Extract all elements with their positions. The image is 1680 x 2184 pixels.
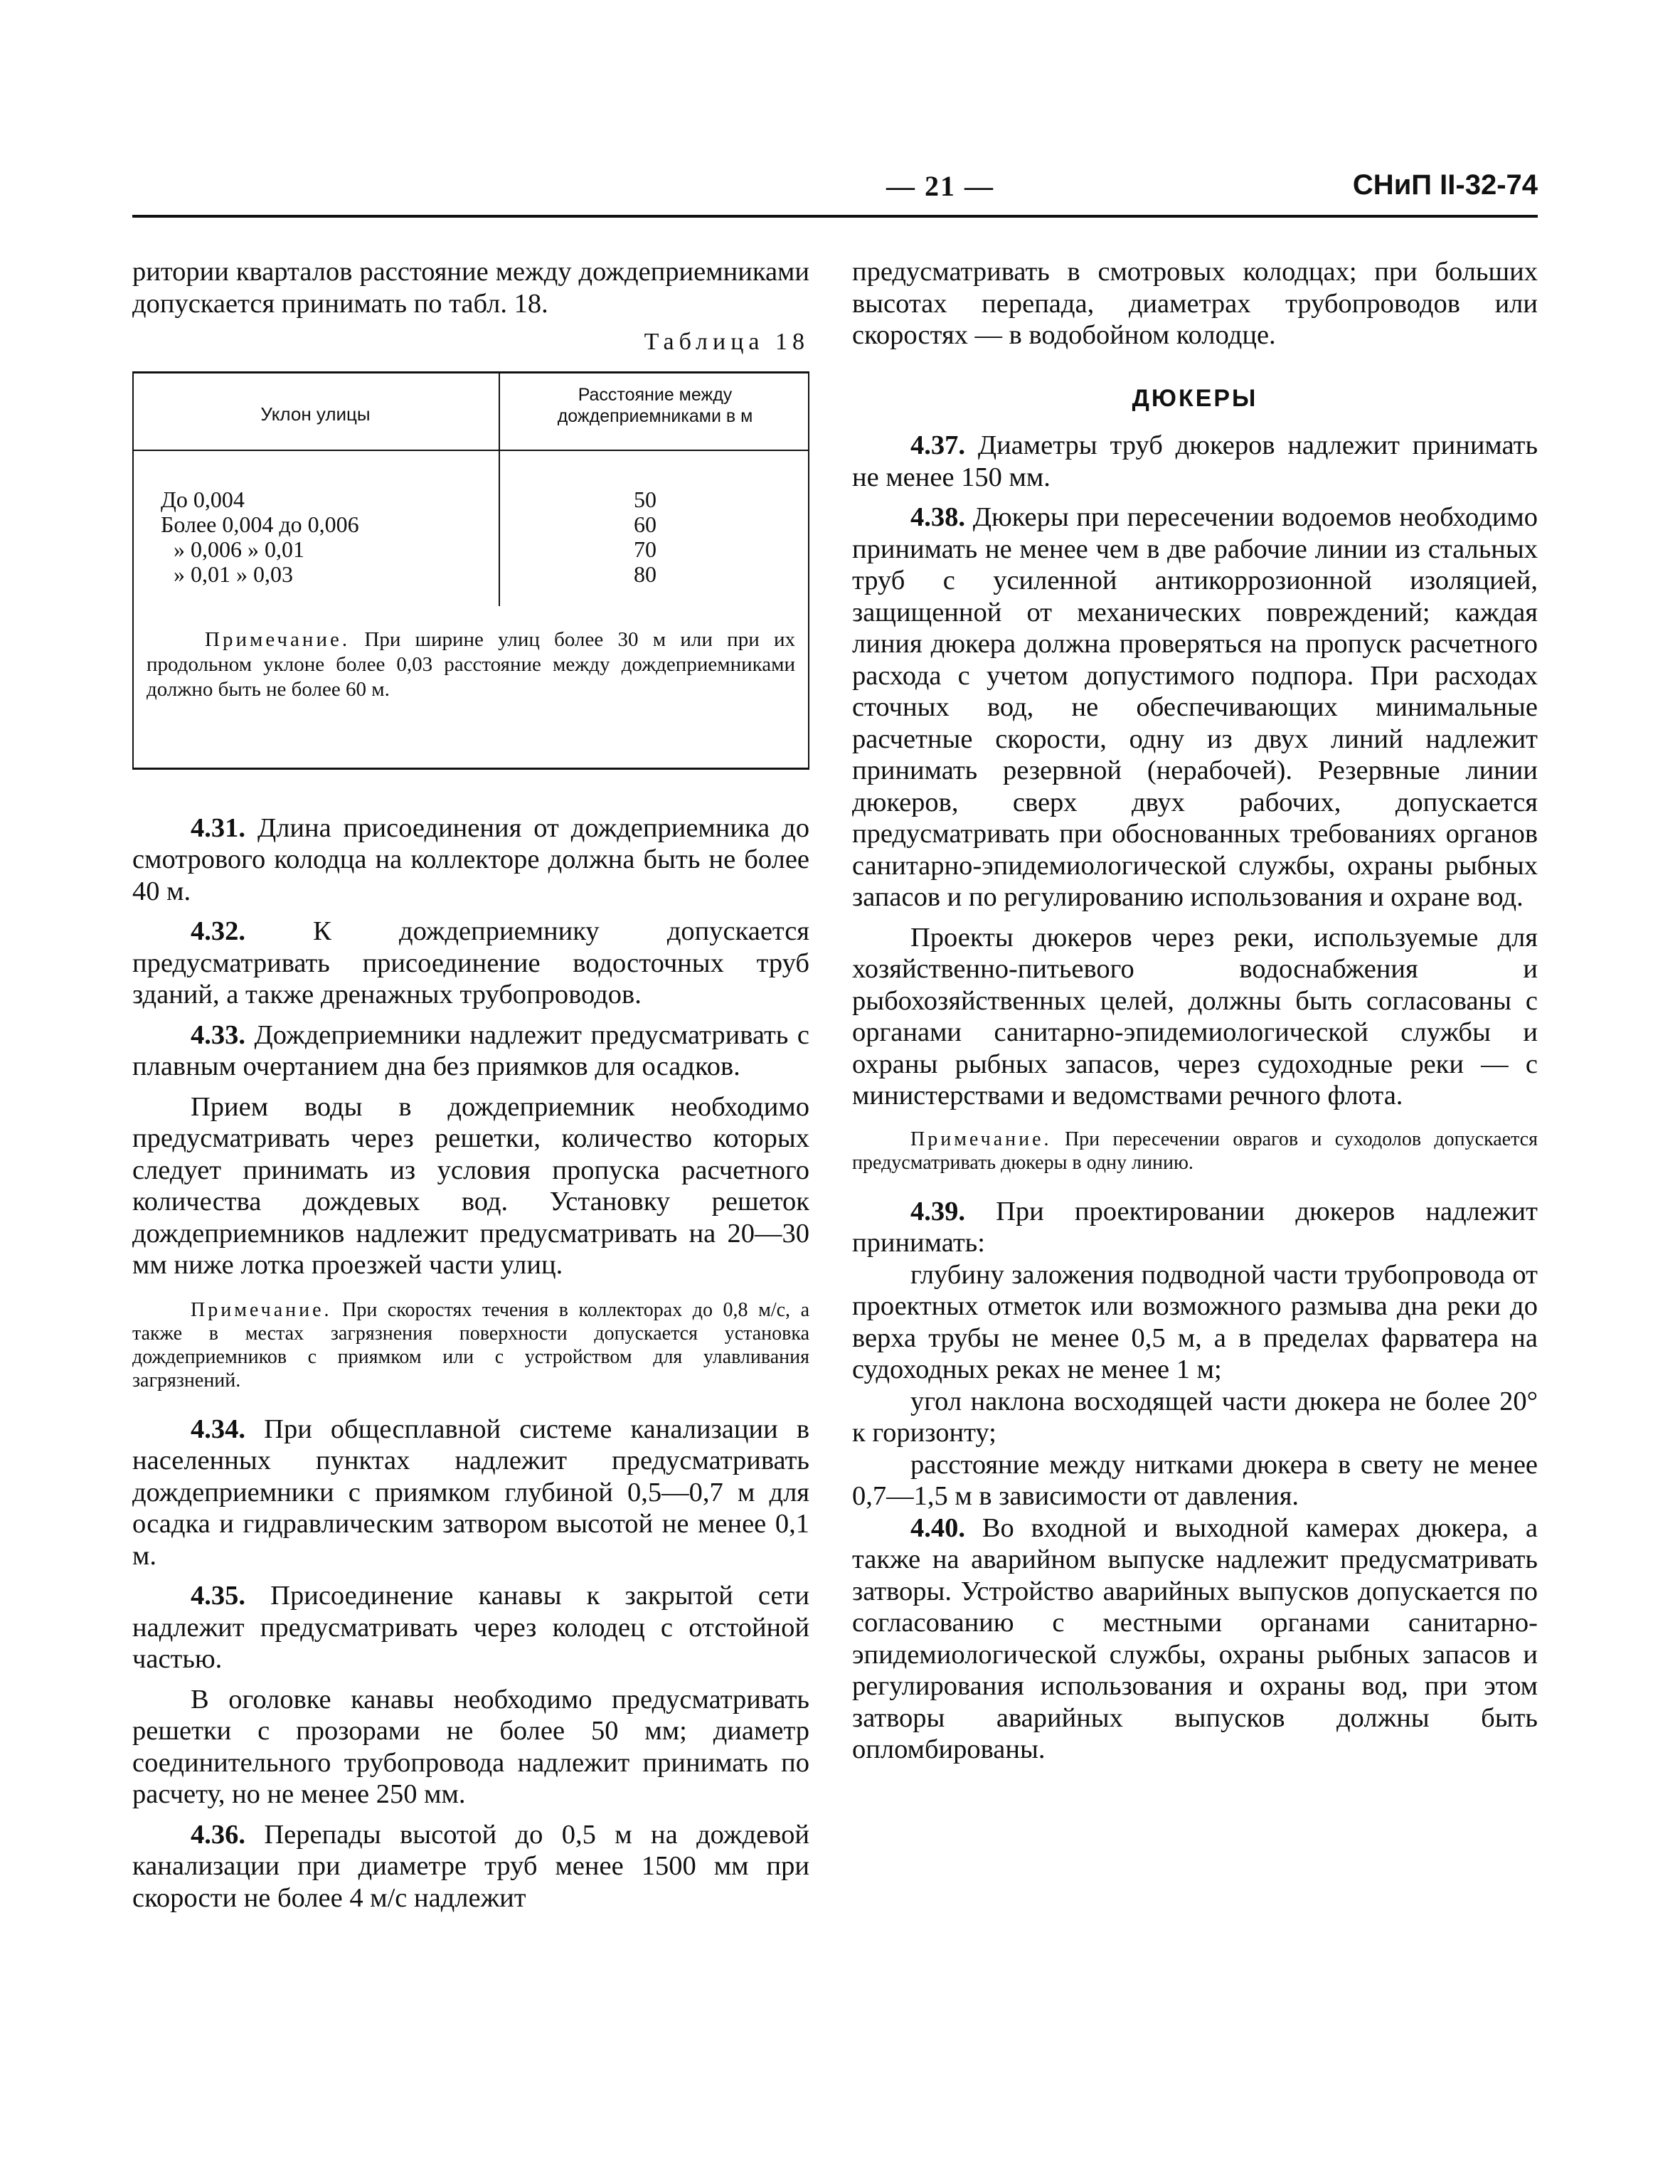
table-cell-slope: До 0,004 [161,486,245,512]
clause-number: 4.38. [910,502,965,532]
clause-number: 4.35. [191,1581,245,1611]
paragraph-4-40 [852,1512,1538,1766]
note-label: Примечание. [191,1298,332,1321]
header-rule [132,215,1538,218]
clause-text: К дождеприемнику допускается предусматривать присоединение водосточных труб зданий, а также дренажных трубопроводов. [132,916,809,1009]
clause-number: 4.32. [191,916,245,946]
paragraph-4-36 [132,1819,809,1914]
table-header-slope: Уклон улицы [260,403,371,425]
table-note-text: При ширине улиц более 30 м или при их продольном уклоне более 0,03 расстояние между дождеприемниками должно быть не более 60 м. [147,627,796,701]
paragraph-4-39-item-angle: угол наклона восходящей части дюкера не более 20° к горизонту; [852,1386,1538,1448]
paragraph-4-38-continued: Проекты дюкеров через реки, используемые для хозяйственно-питьевого водоснабжения и рыбохозяйственных целей, должны быть согласованы с органами санитарно-эпидемиологической службы и охраны рыбных запасов, через судоходные реки — с министерствами и ведомствами речного флота. [852,922,1538,1110]
clause-number: 4.36. [191,1819,245,1850]
table-column-divider [499,371,500,606]
note-text: При пересечении оврагов и суходолов допускается предусматривать дюкеры в одну линию. [852,1128,1538,1174]
page-header [132,169,1538,215]
clause-number: 4.31. [191,812,245,843]
clause-number: 4.33. [191,1019,245,1050]
table-cell-slope: » 0,01 » 0,03 [174,561,293,587]
table-left-border [132,371,134,770]
right-column [852,256,1538,1766]
clause-text: Перепады высотой до 0,5 м на дождевой канализации при диаметре труб менее 1500 мм при скорости не более 4 м/с надлежит [132,1819,809,1913]
paragraph-4-33-continued: Прием воды в дождеприемник необходимо предусматривать через решетки, количество которых следует принимать из условия пропуска расчетного количества дождевых вод. Установку решеток дождеприемников надлежит предусматривать на 20—30 мм ниже лотка проезжей части улиц. [132,1091,809,1280]
paragraph-4-39-item-distance: расстояние между нитками дюкера в свету не менее 0,7—1,5 м в зависимости от давления. [852,1449,1538,1511]
paragraph-4-38 [852,502,1538,913]
paragraph-4-35-continued: В оголовке канавы необходимо предусматривать решетки с прозорами не более 50 мм; диаметр соединительного трубопровода надлежит принимать по расчету, но не менее 250 мм. [132,1684,809,1809]
paragraph-4-39 [852,1196,1538,1259]
note-4-38 [852,1128,1538,1175]
paragraph-4-39-item-depth: глубину заложения подводной части трубопровода от проектных отметок или возможного размыва дна реки до верха трубы не менее 0,5 м, а в пределах фарватера на судоходных реках не менее 1 м; [852,1259,1538,1384]
clause-text: Длина присоединения от дождеприемника до смотрового колодца на коллекторе должна быть не более 40 м. [132,812,809,906]
table-right-border [808,371,809,770]
table-cell-distance: 60 [634,511,656,537]
paragraph-4-37 [852,430,1538,493]
clause-text: Дюкеры при пересечении водоемов необходимо принимать не менее чем в две рабочие линии из стальных труб с усиленной антикоррозионной изоляцией, защищенной от механических повреждений; каждая линия дюкера должна проверяться на пропуск расчетного расхода с учетом допустимого подпора. При расходах сточных вод, не обеспечивающих минимальные расчетные скорости, одну из двух линий надлежит принимать резервной (нерабочей). Резервные линии дюкеров, сверх двух рабочих, допускается предусматривать при обоснованных требованиях органов санитарно-эпидемиологической службы, охраны рыбных запасов и по регулированию использования и охране вод. [852,502,1538,912]
clause-text: Присоединение канавы к закрытой сети надлежит предусматривать через колодец с отстойной частью. [132,1581,809,1674]
left-column [132,256,809,1914]
paragraph-4-35 [132,1580,809,1675]
paragraph-4-32 [132,916,809,1011]
table-cell-slope: » 0,006 » 0,01 [174,536,304,562]
table-cell-distance: 80 [634,561,656,587]
table-top-rule [132,371,809,373]
page-number: — 21 — [886,170,994,202]
paragraph-4-34 [132,1414,809,1572]
section-title-dukers: ДЮКЕРЫ [1132,384,1258,412]
clause-text: Дождеприемники надлежит предусматривать с плавным очертанием дна без приямков для осадков. [132,1019,809,1081]
clause-number: 4.40. [910,1512,965,1543]
clause-number: 4.34. [191,1414,245,1444]
continued-paragraph: предусматривать в смотровых колодцах; при больших высотах перепада, диаметрах трубопроводов или скоростях — в водобойном колодце. [852,257,1538,350]
paragraph-4-31 [132,812,809,908]
table-header-rule [132,450,809,451]
table-caption: Таблица 18 [644,329,809,355]
note-label: Примечание. [910,1128,1052,1150]
table-cell-distance: 70 [634,536,656,562]
clause-text: При проектировании дюкеров надлежит принимать: [852,1196,1538,1258]
table-note [147,627,795,702]
table-header-distance: Расстояние между дождеприемниками в м [557,384,753,426]
table-18 [132,371,809,770]
clause-text: Диаметры труб дюкеров надлежит принимать не менее 150 мм. [852,430,1538,492]
note-text: При скоростях течения в коллекторах до 0,8 м/с, а также в местах загрязнения поверхности допускается установка дождеприемников с приямком или с устройством для улавливания загрязнений. [132,1298,810,1391]
clause-text: При общесплавной системе канализации в населенных пунктах надлежит предусматривать дождеприемники с приямком глубиной 0,5—0,7 м для осадка и гидравлическим затвором высотой не менее 0,1 м. [132,1414,809,1571]
clause-text: Во входной и выходной камерах дюкера, а также на аварийном выпуске надлежит предусматривать затворы. Устройство аварийных выпусков допускается по согласованию с местными органами санитарно-эпидемиологической службы, охраны рыбных запасов и регулирования использования и охраны вод, при этом затворы аварийных выпусков должны быть опломбированы. [852,1512,1538,1764]
clause-number: 4.37. [910,430,965,460]
intro-paragraph: ритории кварталов расстояние между дождеприемниками допускается принимать по табл. 18. [132,257,809,319]
document-code: СНиП II-32-74 [1352,169,1538,201]
table-cell-distance: 50 [634,486,656,512]
note-4-33 [132,1298,809,1392]
clause-number: 4.39. [910,1196,965,1226]
table-bottom-rule [132,768,809,770]
table-cell-slope: Более 0,004 до 0,006 [161,511,359,537]
table-note-label: Примечание. [205,627,351,651]
paragraph-4-33 [132,1019,809,1083]
